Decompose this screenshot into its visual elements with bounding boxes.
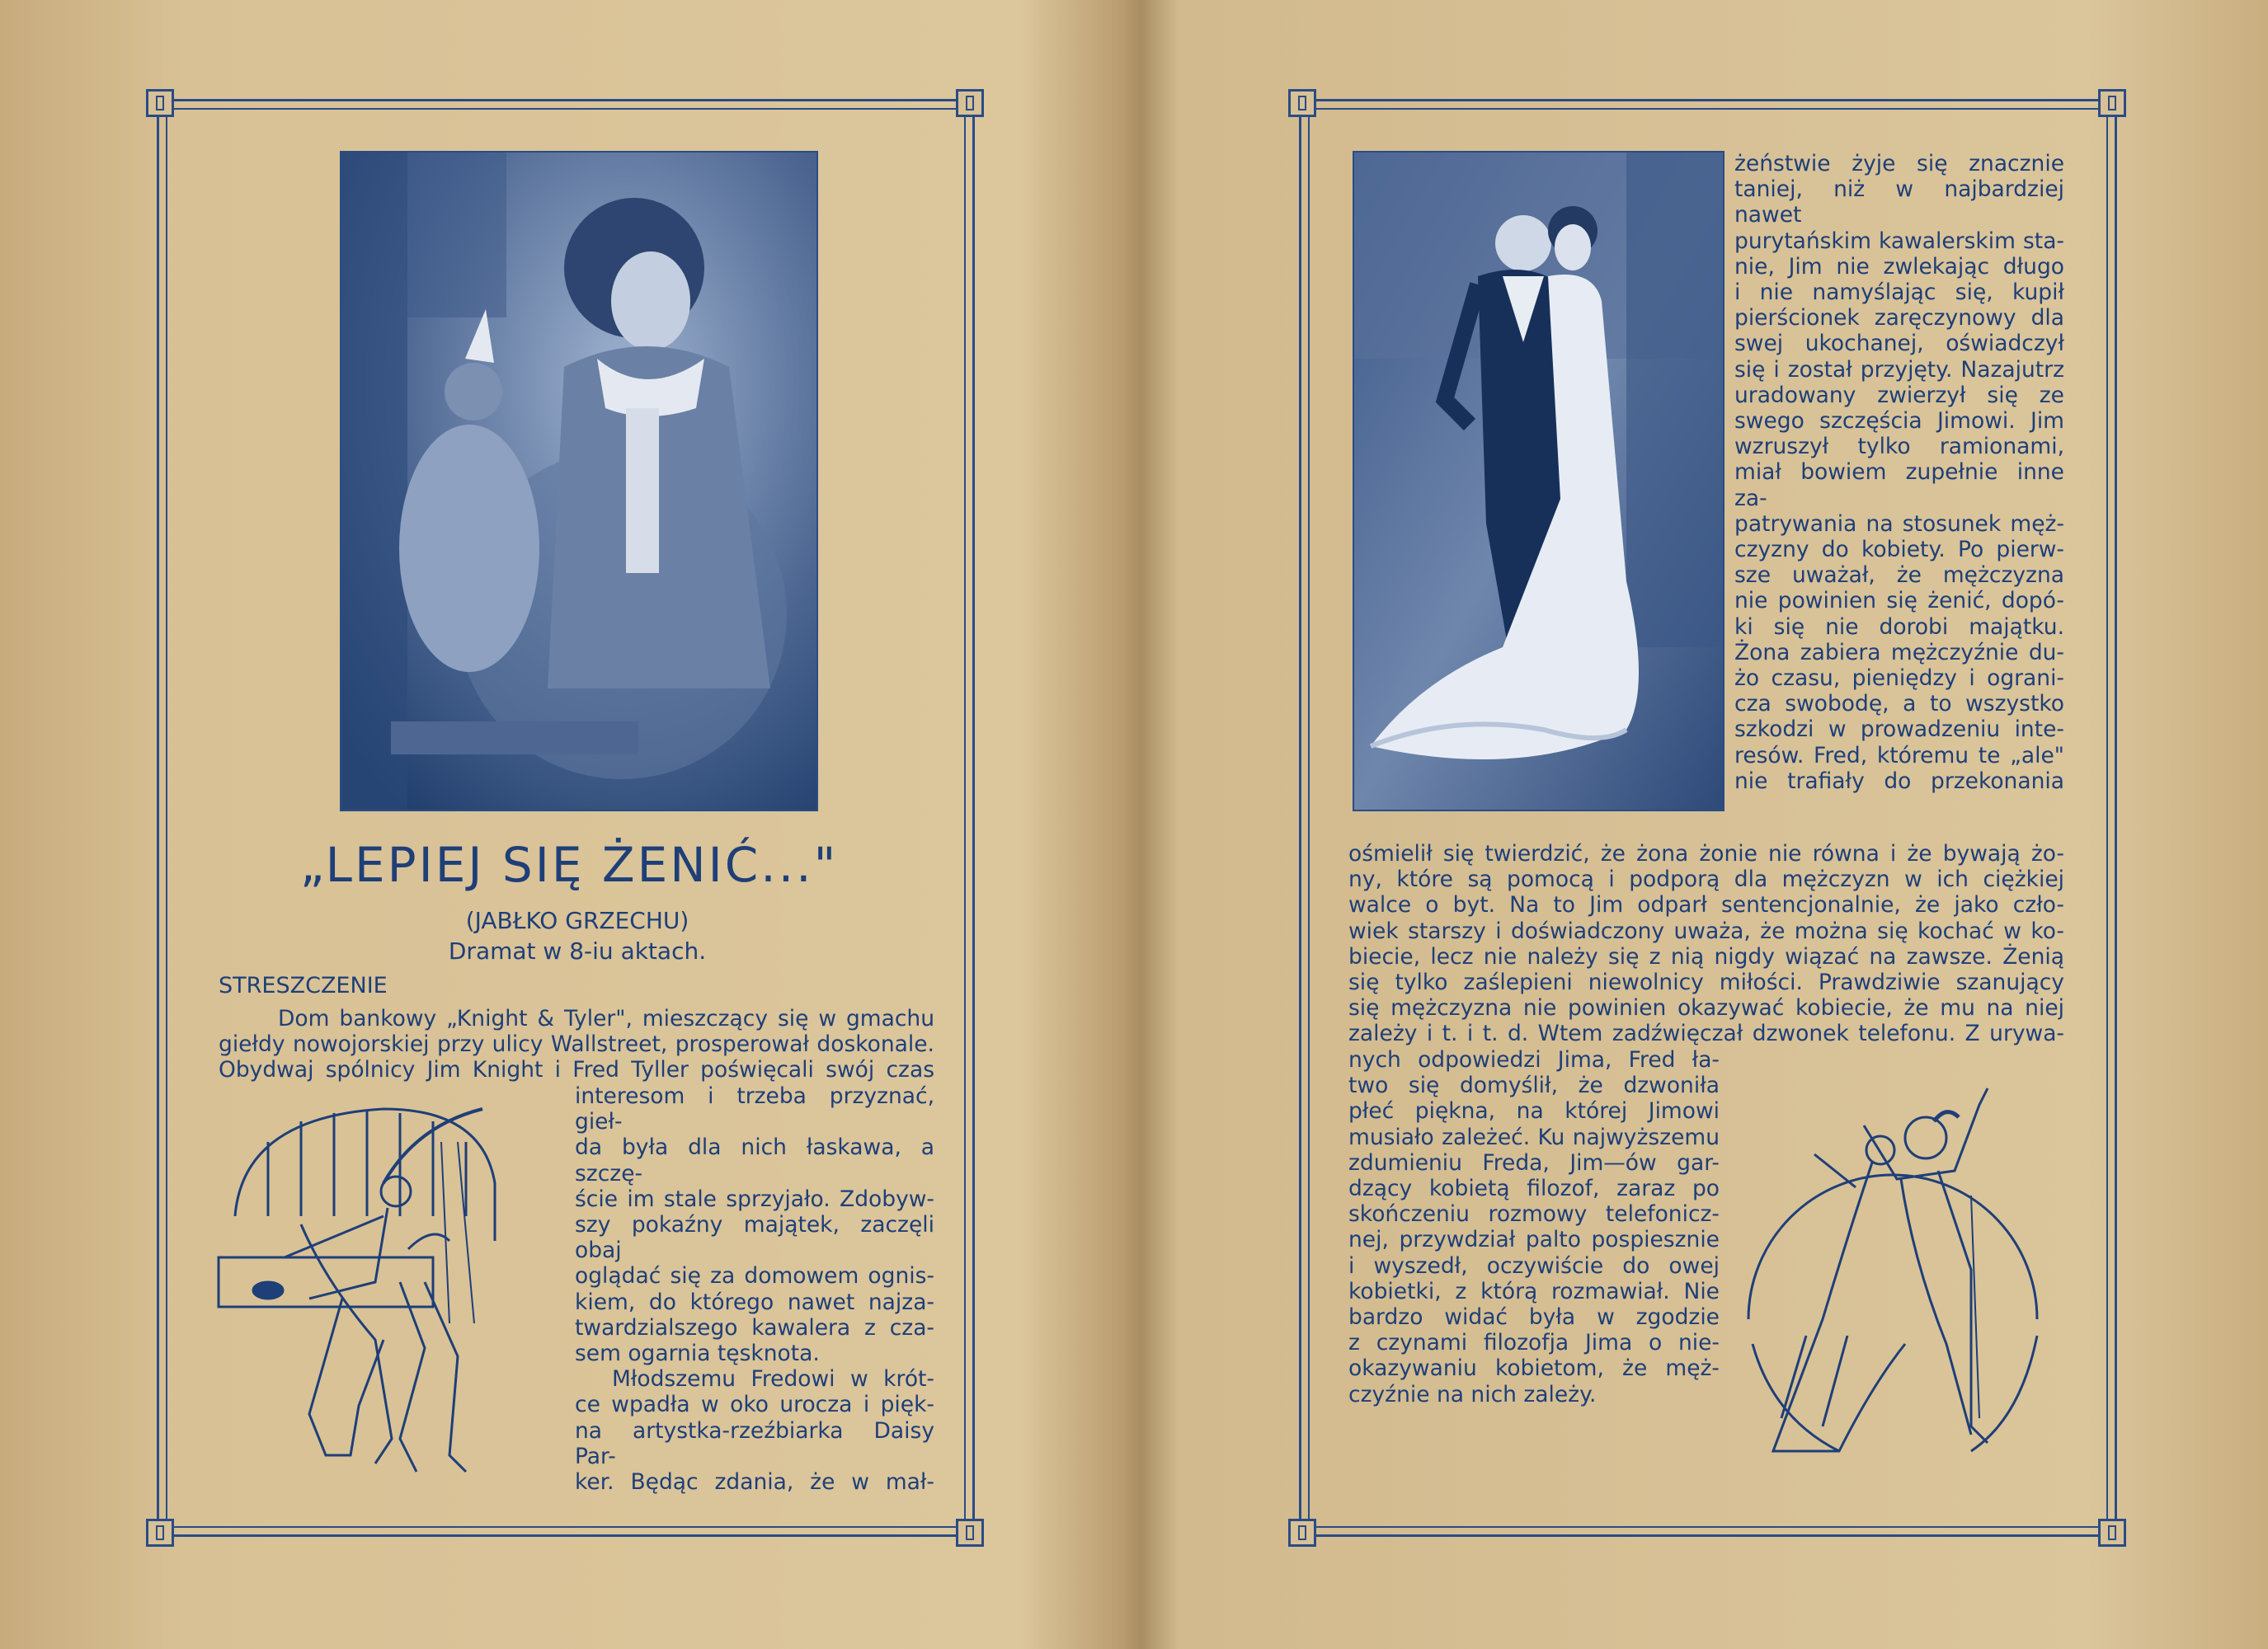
text-line: resów. Fred, któremu te „ale" <box>1734 742 2064 768</box>
circle-dancers-illustration <box>1724 1072 2070 1468</box>
text-line: się mężczyzna nie powinien okazywać kobiecie, że mu na niej <box>1348 995 2064 1022</box>
text-line: interesom i trzeba przyznać, gieł- <box>575 1083 934 1135</box>
text-line: okazywaniu kobietom, że męż- <box>1348 1355 1720 1382</box>
body-text-full-width <box>219 1006 934 1083</box>
text-line: szy pokaźny majątek, zaczęli obaj <box>575 1212 934 1264</box>
text-line: się tylko zaślepieni niewolnicy miłości. Prawdziwie szanujący <box>1348 970 2064 996</box>
film-still-photo-right <box>1353 151 1725 811</box>
text-line: purytańskim kawalerskim sta- <box>1734 228 2064 254</box>
dancing-couple-illustration <box>210 1092 557 1480</box>
text-line: wzruszył tylko ramionami, <box>1734 434 2064 460</box>
text-line: Młodszemu Fredowi w krót- <box>612 1366 934 1393</box>
text-line: pierścionek zaręczynowy dla <box>1734 305 2064 331</box>
text-line: swej ukochanej, oświadczył <box>1734 331 2064 357</box>
text-line: Żona zabiera mężczyźnie du- <box>1734 639 2064 665</box>
right-page <box>1142 0 2268 1649</box>
text-line: uradowany zwierzył się ze <box>1734 382 2064 408</box>
text-line: na artystka-rzeźbiarka Daisy Par- <box>575 1417 934 1469</box>
text-line: ośmielił się twierdzić, że żona żonie nie równa i że bywają żo- <box>1348 841 2064 867</box>
text-line: się i został przyjęty. Nazajutrz <box>1734 356 2064 383</box>
text-line: cza swobodę, a to wszystko <box>1734 691 2064 717</box>
text-line: zależy i t. i t. d. Wtem zadźwięczał dzwonek telefonu. Z urywa- <box>1348 1021 2064 1047</box>
text-line: i nie namyślając się, kupił <box>1734 280 2064 306</box>
text-line: sem ogarnia tęsknota. <box>575 1341 820 1367</box>
text-line: twardzialszego kawalera z cza- <box>575 1314 934 1341</box>
text-line: ny, które są pomocą i podporą dla mężczyzn w ich ciężkiej <box>1348 867 2064 893</box>
text-line: swego szczęścia Jimowi. Jim <box>1734 408 2064 435</box>
text-line: wiek starszy i doświadczony uważa, że można się kochać w ko- <box>1348 918 2064 944</box>
text-line: czyźnie na nich zależy. <box>1348 1381 1597 1407</box>
film-genre: Dramat w 8-iu aktach. <box>448 937 707 965</box>
corner-ornament <box>1288 1519 1316 1547</box>
text-line: giełdy nowojorskiej przy ulicy Wallstreet, prosperował doskonale. <box>219 1031 934 1058</box>
corner-ornament <box>146 1519 174 1547</box>
text-line: walce o byt. Na to Jim odparł sentencjonalnie, że jako czło- <box>1348 892 2064 918</box>
text-line: taniej, niż w najbardziej nawet <box>1734 176 2064 228</box>
text-line: dzący kobietą filozof, zaraz po <box>1348 1176 1720 1202</box>
text-line: żo czasu, pieniędzy i ograni- <box>1734 665 2064 692</box>
film-still-photo-left <box>340 151 818 811</box>
text-line: zdumieniu Freda, Jim—ów gar- <box>1348 1149 1720 1176</box>
text-line: czyzny do kobiety. Po pierw- <box>1734 537 2064 563</box>
text-line: miał bowiem zupełnie inne za- <box>1734 459 2064 511</box>
text-line: two się domyślił, że dzwoniła <box>1348 1073 1720 1099</box>
text-line: szkodzi w prowadzeniu inte- <box>1734 716 2064 743</box>
corner-ornament <box>956 89 984 117</box>
corner-ornament <box>1288 89 1316 117</box>
text-line: nie trafiały do przekonania <box>1734 768 2064 794</box>
corner-ornament <box>146 89 174 117</box>
section-heading: STRESZCZENIE <box>219 973 388 998</box>
text-line: z czynami filozofja Jima o nie- <box>1348 1330 1720 1356</box>
film-subtitle: (JABŁKO GRZECHU) <box>465 907 689 934</box>
body-text-narrow-column <box>575 1083 934 1495</box>
text-line: oglądać się za domowem ognis- <box>575 1263 934 1290</box>
film-title: „LEPIEJ SIĘ ŻENIĆ..." <box>299 837 839 893</box>
corner-ornament <box>2098 89 2126 117</box>
body-text-top-column <box>1734 151 2064 794</box>
text-line: ce wpadła w oko urocza i pięk- <box>575 1392 934 1418</box>
text-line: patrywania na stosunek męż- <box>1734 510 2064 537</box>
text-line: żeństwie żyje się znacznie <box>1734 151 2064 176</box>
text-line: Obydwaj spólnicy Jim Knight i Fred Tyller poświęcali swój czas <box>219 1057 934 1083</box>
text-line: Dom bankowy „Knight & Tyler", mieszczący się w gmachu <box>278 1006 934 1031</box>
body-text-narrow-column <box>1348 1047 1720 1407</box>
text-line: kiem, do którego nawet najza- <box>575 1289 934 1315</box>
text-line: bardzo widać była w zgodzie <box>1348 1304 1720 1331</box>
text-line: kobietki, z którą rozmawiał. Nie <box>1348 1278 1720 1304</box>
corner-ornament <box>2098 1519 2126 1547</box>
text-line: sze uważał, że mężczyzna <box>1734 562 2064 589</box>
text-line: płeć piękna, na której Jimowi <box>1348 1098 1720 1125</box>
text-line: biecie, lecz nie należy się z nią nigdy wiązać na zawsze. Żenią <box>1348 943 2064 970</box>
text-line: skończeniu rozmowy telefonicz- <box>1348 1201 1720 1228</box>
text-line: ście im stale sprzyjało. Zdobyw- <box>575 1186 934 1212</box>
text-line: ker. Będąc zdania, że w mał- <box>575 1469 934 1496</box>
corner-ornament <box>956 1519 984 1547</box>
text-line: musiało zależeć. Ku najwyższemu <box>1348 1124 1720 1150</box>
text-line: nie powinien się żenić, dopó- <box>1734 588 2064 614</box>
text-line: nej, przywdział palto pospiesznie <box>1348 1227 1720 1253</box>
text-line: ki się nie dorobi majątku. <box>1734 613 2064 640</box>
text-line: nie, Jim nie zwlekając długo <box>1734 253 2064 280</box>
body-text-full-width <box>1348 841 2064 1047</box>
text-line: da była dla nich łaskawa, a szczę- <box>575 1135 934 1186</box>
text-line: nych odpowiedzi Jima, Fred ła- <box>1348 1047 1720 1073</box>
text-line: i wyszedł, oczywiście do owej <box>1348 1252 1720 1279</box>
